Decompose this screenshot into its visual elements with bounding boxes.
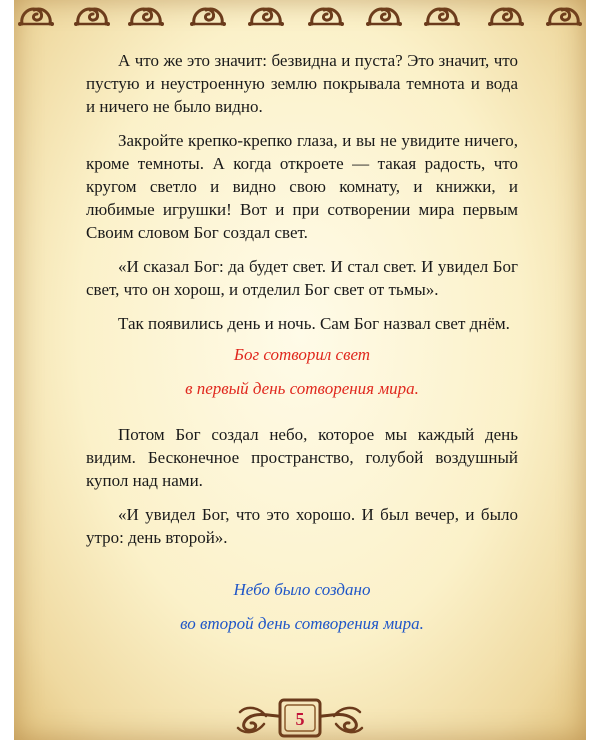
highlight-second-day-line2: во второй день сотворения мира. xyxy=(180,614,424,633)
highlight-second-day-line1: Небо было создано xyxy=(233,580,371,599)
paragraph-quote: «И сказал Бог: да будет свет. И стал свет. И увидел Бог свет, что он хорош, и отделил Бог свет от тьмы». xyxy=(86,257,518,299)
swirl-ornament-icon xyxy=(248,9,284,26)
page-footer xyxy=(14,680,586,740)
swirl-ornament-icon xyxy=(308,9,344,26)
spacer xyxy=(86,411,518,423)
swirl-ornament-icon xyxy=(366,9,402,26)
paragraph-quote: «И увидел Бог, что это хорошо. И был вечер, и было утро: день второй». xyxy=(86,505,518,547)
swirl-ornament-icon xyxy=(74,9,110,26)
book-page xyxy=(14,0,586,740)
paragraph: Закройте крепко-крепко глаза, и вы не увидите ничего, кроме темноты. А когда откроете — такая радость, что кругом светло и видно свою комнату, и книжки, и любимые игрушки! Вот и при сотворении мира первым Своим словом Бог создал свет. xyxy=(86,131,518,242)
spacer xyxy=(86,560,518,578)
paragraph: Потом Бог создал небо, которое мы каждый день видим. Бесконечное пространство, голубой воздушный купол над нами. xyxy=(86,425,518,490)
main-text xyxy=(86,49,518,646)
swirl-ornament-icon xyxy=(546,9,582,26)
page-number: 5 xyxy=(295,709,305,729)
swirl-ornament-icon xyxy=(488,9,524,26)
swirl-ornament-icon xyxy=(424,9,460,26)
paragraph: А что же это значит: безвидна и пуста? Это значит, что пустую и неустроенную землю покрывала темнота и вода и ничего не было видно. xyxy=(86,51,518,116)
swirl-ornament-icon xyxy=(128,9,164,26)
paragraph: Так появились день и ночь. Сам Бог назвал свет днём. xyxy=(118,314,510,333)
swirl-ornament-icon xyxy=(18,9,54,26)
highlight-first-day-line1: Бог сотворил свет xyxy=(233,345,371,364)
swirl-ornament-icon xyxy=(190,9,226,26)
highlight-first-day-line2: в первый день сотворения мира. xyxy=(185,379,419,398)
top-ornament-border xyxy=(14,0,586,44)
